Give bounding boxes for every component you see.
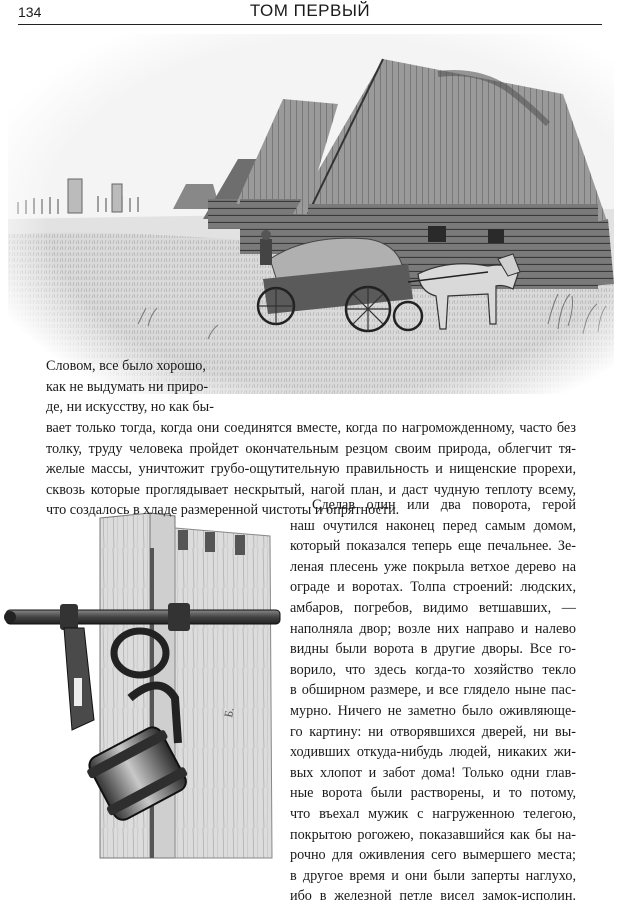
- text-line: толку, труду человека пройдет окончательным резцом своим природа, облегчит тя-: [46, 440, 576, 457]
- text-line: амбаров, погребов, видимо ветшавших, —: [290, 599, 576, 616]
- running-title: ТОМ ПЕРВЫЙ: [249, 1, 371, 20]
- text-line: леная плесень уже покрыла ветхое дерево на: [290, 558, 576, 575]
- text-line: который показался теперь еще печальнее. Зе-: [290, 538, 576, 555]
- text-line: сквозь которые проглядывает нескрытый, нагой план, и даст чудную теплоту всему,: [46, 481, 576, 498]
- text-line: в другое время и они были заперты наглухо,: [290, 867, 576, 884]
- text-line: покрытою рогожею, показавшийся как бы на-: [290, 826, 576, 843]
- text-line: наш очутился наконец перед самым домом,: [290, 517, 576, 534]
- text-line: ные ворота были растворены, и то потому,: [290, 785, 576, 802]
- text-line: рочно для оживления сего вымершего места;: [290, 847, 576, 864]
- svg-text:Б.: Б.: [221, 706, 237, 719]
- text-line: что создалось в хладе размеренной чистоты и опрятности.: [46, 502, 400, 519]
- text-line: ходивших откуда-нибудь людей, никаких жи-: [290, 744, 576, 761]
- page-header: [0, 0, 620, 26]
- text-line: видны были ворота в другие дворы. Все го-: [290, 641, 576, 658]
- text-line: наполняла двор; возле них направо и налево: [290, 620, 576, 637]
- text-line: Сделав один или два поворота, герой: [312, 497, 576, 513]
- text-line: Словом, все было хорошо,: [46, 358, 206, 374]
- text-line: де, ни искусству, но как бы-: [46, 399, 214, 416]
- text-line: го картину: ни отворявшихся дверей, ни вы-: [290, 723, 576, 740]
- paragraph-1-wrapped: [46, 356, 256, 418]
- header-rule: [18, 24, 602, 25]
- text-line: в обширном размере, и все глядело ныне пас-: [290, 682, 576, 699]
- text-line: вает только тогда, когда они соединятся вместе, когда по нагроможденному, часто без: [46, 420, 576, 436]
- page-number: 134: [18, 4, 42, 20]
- text-line: ибо в железной петле висел замок-исполин.: [290, 888, 576, 905]
- text-line: что въехал мужик с нагруженною телегою,: [290, 805, 576, 822]
- text-line: мурно. Ничего не заметно было оживляюще-: [290, 702, 576, 719]
- text-line: желые массы, уничтожит грубо-ощутительную правильность и нищенские прорехи,: [46, 461, 576, 478]
- paragraph-2: [290, 495, 576, 907]
- gate-bolt-padlock-illustration: [0, 508, 288, 860]
- village-houses-cart-illustration: [8, 34, 614, 394]
- text-line: ограде и воротах. Толпа строений: людских,: [290, 579, 576, 596]
- text-line: как не выдумать ни приро-: [46, 378, 209, 395]
- text-line: вых хлопот и забот дома! Только одни глав-: [290, 764, 576, 781]
- text-line: ворило, что здесь когда-то хозяйство текло: [290, 661, 576, 678]
